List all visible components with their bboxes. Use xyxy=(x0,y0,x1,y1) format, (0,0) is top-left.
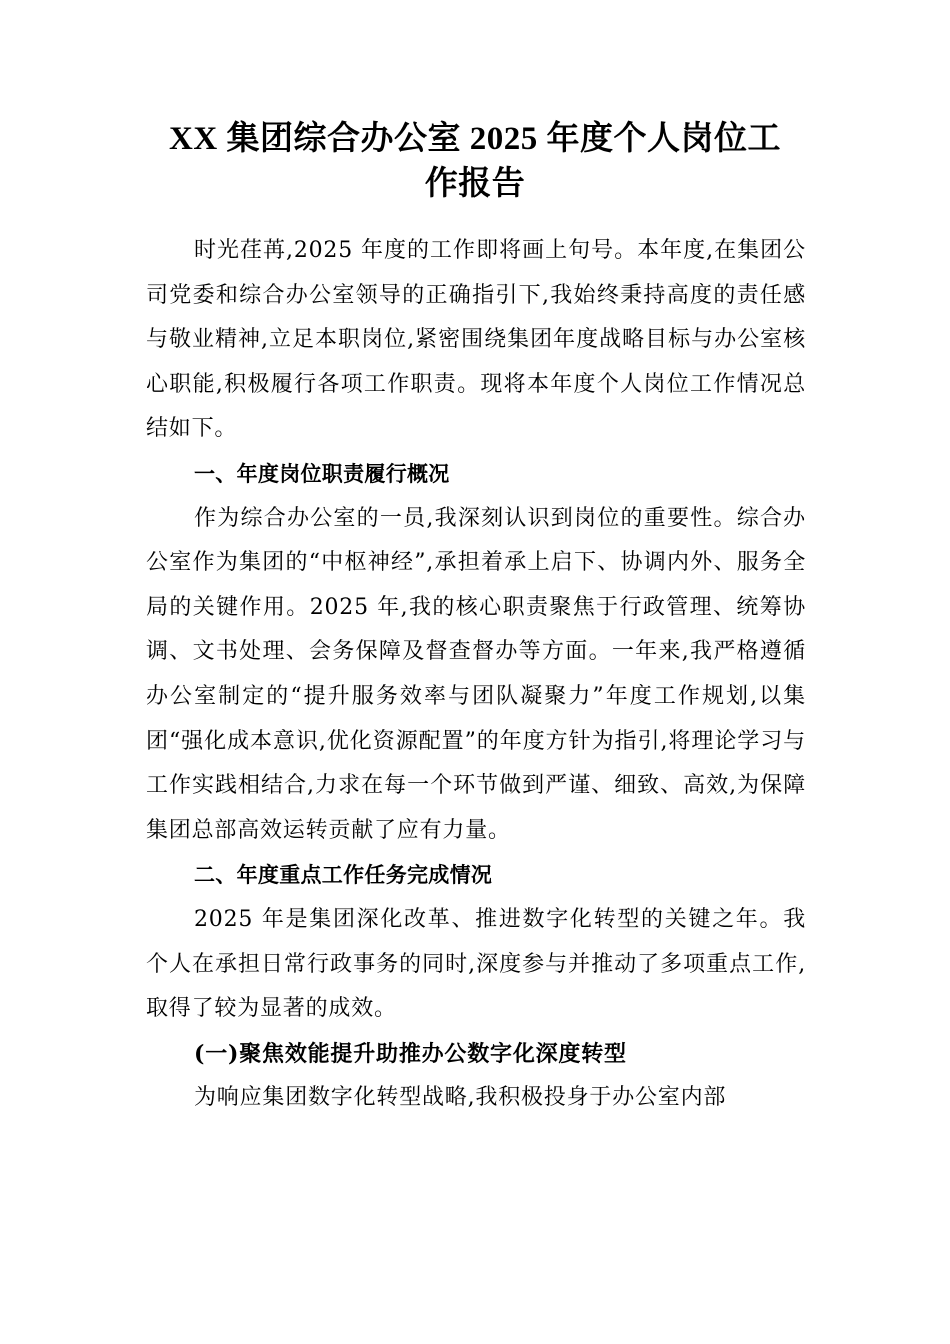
section-1-heading: 一、年度岗位职责履行概况 xyxy=(194,461,450,486)
section-1-paragraph: 作为综合办公室的一员,我深刻认识到岗位的重要性。综合办公室作为集团的“中枢神经”,承担着承上启下、协调内外、服务全局的关键作用。2025 年,我的核心职责聚焦于行政管理、统筹协调、文书处理、会务保障及督查督办等方面。一年来,我严格遵循办公室制定的“提升服务效率与团队凝聚力”年度工作规划,以集团“强化成本意识,优化资源配置”的年度方针为指引,将理论学习与工作实践相结合,力求在每一个环节做到严谨、细致、高效,为保障集团总部高效运转贡献了应有力量。 xyxy=(146,505,806,843)
subsection-1-heading: (一)聚焦效能提升助推办公数字化深度转型 xyxy=(194,1040,627,1067)
title-line-2: 作报告 xyxy=(424,166,526,202)
document-title xyxy=(100,117,850,207)
section-2-paragraph: 2025 年是集团深化改革、推进数字化转型的关键之年。我个人在承担日常行政事务的同时,深度参与并推动了多项重点工作,取得了较为显著的成效。 xyxy=(146,906,806,1022)
section-2-heading: 二、年度重点工作任务完成情况 xyxy=(194,863,493,888)
document-body xyxy=(146,229,806,1121)
subsection-1-paragraph: 为响应集团数字化转型战略,我积极投身于办公室内部 xyxy=(194,1085,727,1111)
intro-paragraph: 时光荏苒,2025 年度的工作即将画上句号。本年度,在集团公司党委和综合办公室领导的正确指引下,我始终秉持高度的责任感与敬业精神,立足本职岗位,紧密围绕集团年度战略目标与办公室核心职能,积极履行各项工作职责。现将本年度个人岗位工作情况总结如下。 xyxy=(146,238,806,442)
title-line-1: XX 集团综合办公室 2025 年度个人岗位工 xyxy=(169,121,781,157)
